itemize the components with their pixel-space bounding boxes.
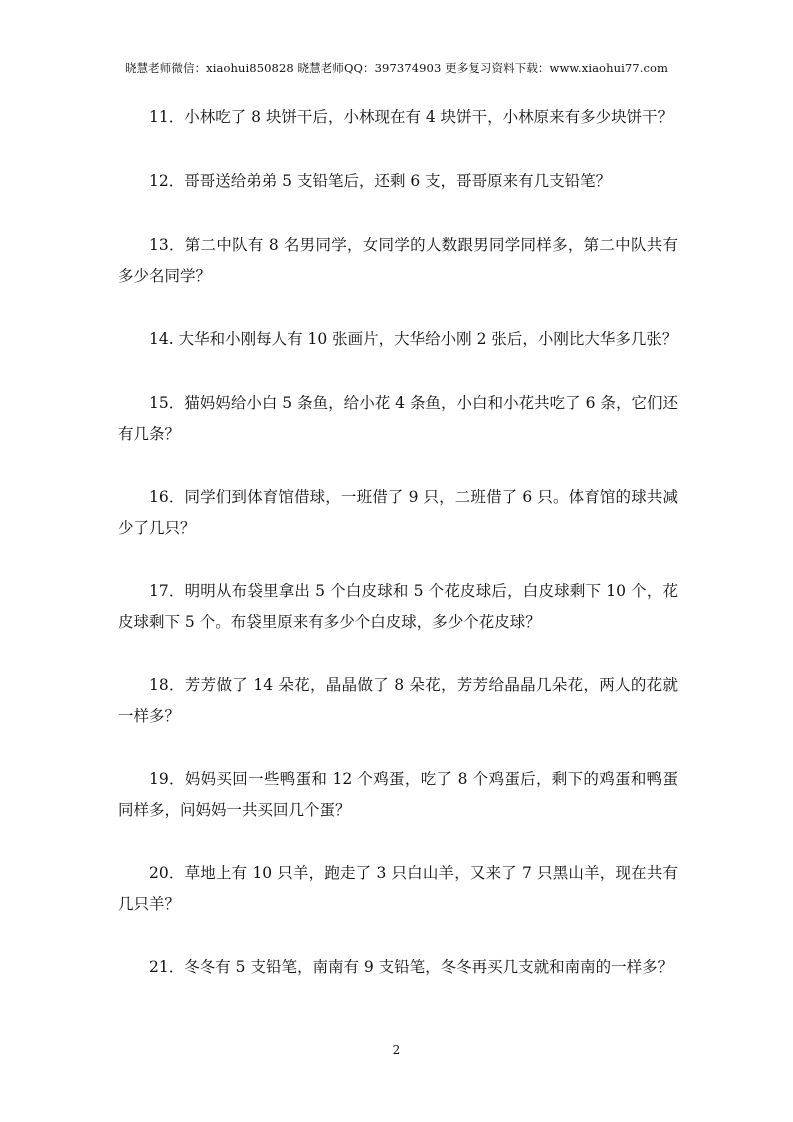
problem-19: 19．妈妈买回一些鸭蛋和 12 个鸡蛋，吃了 8 个鸡蛋后，剩下的鸡蛋和鸭蛋同样多，问妈妈一共买回几个蛋？ <box>118 770 678 819</box>
problem-12: 12．哥哥送给弟弟 5 支铅笔后，还剩 6 支，哥哥原来有几支铅笔？ <box>149 172 612 190</box>
problem-15: 15．猫妈妈给小白 5 条鱼，给小花 4 条鱼，小白和小花共吃了 6 条，它们还有几条？ <box>118 394 678 443</box>
page-header: 晓慧老师微信：xiaohui850828 晓慧老师QQ：397374903 更多复习资料下载：www.xiaohui77.com <box>124 61 669 75</box>
problem-20: 20．草地上有 10 只羊，跑走了 3 只白山羊，又来了 7 只黑山羊，现在共有几只羊？ <box>118 864 678 913</box>
page-number: 2 <box>392 1043 401 1057</box>
problem-21: 21．冬冬有 5 支铅笔，南南有 9 支铅笔，冬冬再买几支就和南南的一样多？ <box>149 958 674 976</box>
problem-14: 14. 大华和小刚每人有 10 张画片，大华给小刚 2 张后，小刚比大华多几张？ <box>149 330 678 348</box>
problem-13: 13．第二中队有 8 名男同学，女同学的人数跟男同学同样多，第二中队共有多少名同学？ <box>118 236 678 285</box>
problem-16: 16．同学们到体育馆借球，一班借了 9 只，二班借了 6 只。体育馆的球共减少了几只？ <box>118 488 678 537</box>
problem-17: 17．明明从布袋里拿出 5 个白皮球和 5 个花皮球后，白皮球剩下 10 个，花皮球剩下 5 个。布袋里原来有多少个白皮球，多少个花皮球？ <box>118 582 678 631</box>
problem-list <box>118 102 678 1016</box>
problem-18: 18．芳芳做了 14 朵花，晶晶做了 8 朵花，芳芳给晶晶几朵花，两人的花就一样多？ <box>118 676 678 725</box>
problem-11: 11．小林吃了 8 块饼干后，小林现在有 4 块饼干，小林原来有多少块饼干？ <box>149 108 674 126</box>
